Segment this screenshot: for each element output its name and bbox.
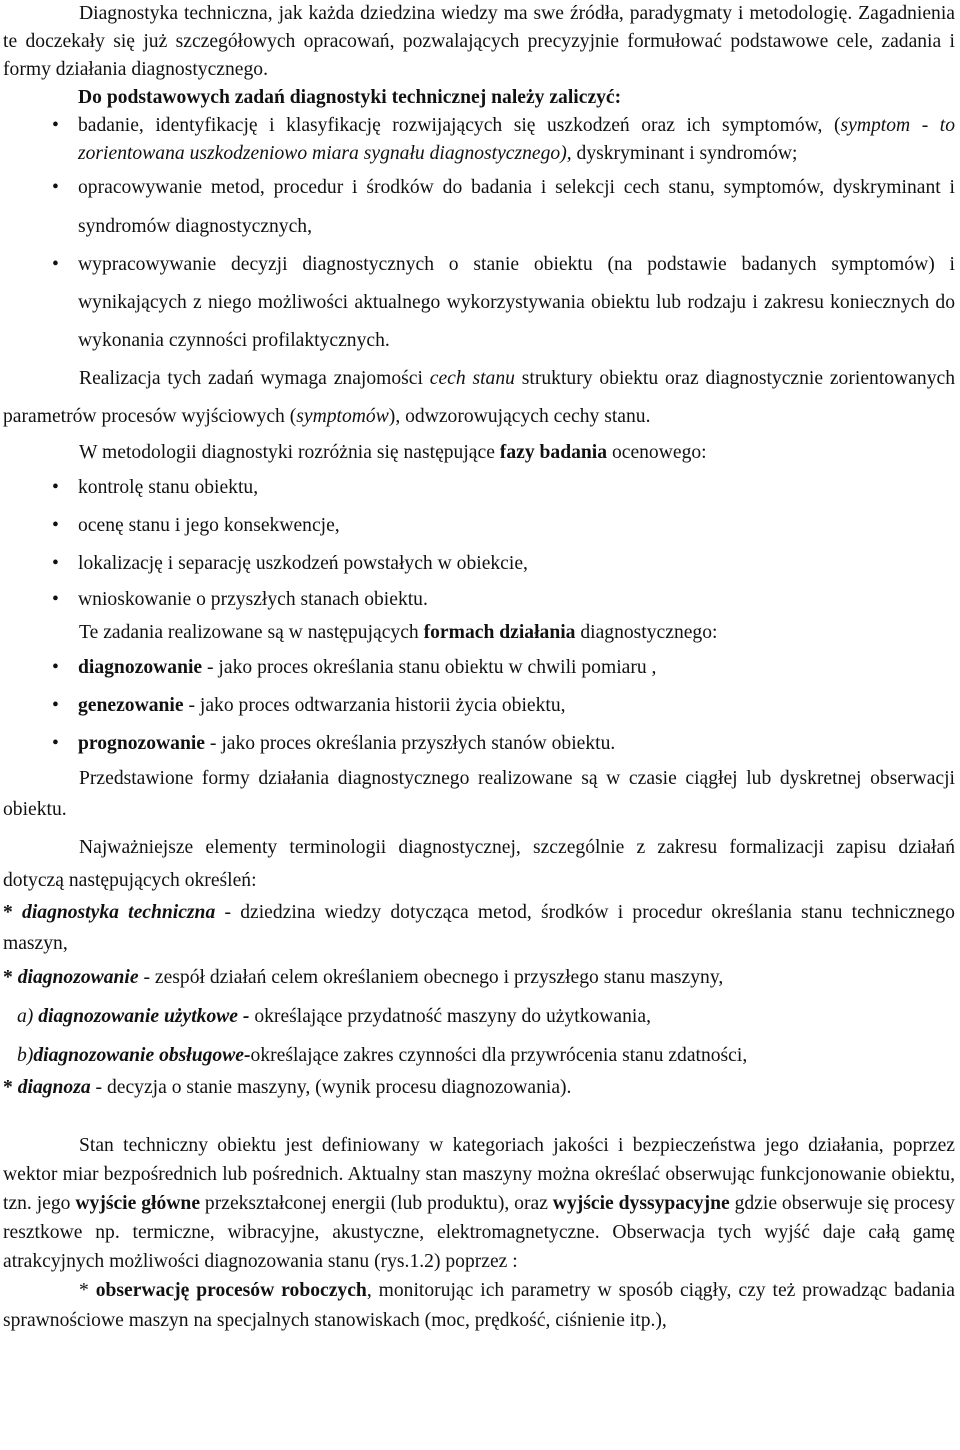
intro-text: Diagnostyka techniczna, jak każda dziedzina wiedzy ma swe źródła, paradygmaty i metodologię. Zagadnienia te doczekały się już szczegółowych opracowań, pozwalających precyzyjnie formułować podstawowe cele, zadania i formy działania diagnostycznego. (3, 3, 955, 80)
forms-list (0, 649, 960, 763)
intro-paragraph (3, 0, 955, 84)
term-diagnozowanie: * diagnozowanie - zespół działań celem określaniem obecnego i przyszłego stanu maszyny, (3, 967, 724, 988)
tasks-heading: Do podstawowych zadań diagnostyki technicznej należy zaliczyć: (78, 87, 622, 108)
term-diagnoza: * diagnoza - decyzja o stanie maszyny, (wynik procesu diagnozowania). (3, 1077, 572, 1098)
realization-paragraph: Realizacja tych zadań wymaga znajomości cech stanu struktury obiektu oraz diagnostycznie zorientowanych parametrów procesów wyjściowych (symptomów), odwzorowujących cechy stanu. (3, 368, 955, 427)
phases-paragraph: W metodologii diagnostyki rozróżnia się następujące fazy badania ocenowego: (79, 442, 707, 463)
bullet-icon: • (52, 254, 59, 275)
bullet-icon: • (52, 657, 59, 678)
spacer (0, 1101, 960, 1131)
list-item: • genezowanie - jako proces odtwarzania historii życia obiektu, (0, 687, 955, 725)
observation-paragraph: Przedstawione formy działania diagnostycznego realizowane są w czasie ciągłej lub dyskretnej obserwacji obiektu. (3, 768, 955, 820)
bullet-icon: • (52, 733, 59, 754)
list-item: • kontrolę stanu obiektu, (0, 469, 955, 507)
term-diagnostyka: * diagnostyka techniczna - dziedzina wiedzy dotycząca metod, środków i procedur określania stanu technicznego maszyn, (3, 902, 955, 954)
list-item: • prognozowanie - jako proces określania przyszłych stanów obiektu. (0, 725, 955, 763)
term-diagnozowanie-obslugowe: b)diagnozowanie obsługowe-określające zakres czynności dla przywrócenia stanu zdatności, (17, 1045, 748, 1066)
phases-list (0, 469, 960, 617)
terminology-intro: Najważniejsze elementy terminologii diagnostycznej, szczególnie z zakresu formalizacji zapisu działań dotyczą następujących określeń: (3, 837, 955, 891)
bullet-icon: • (52, 589, 59, 610)
list-item: • wnioskowanie o przyszłych stanach obiektu. (0, 583, 955, 617)
tasks-list (0, 112, 960, 360)
state-paragraph: Stan techniczny obiektu jest definiowany w kategoriach jakości i bezpieczeństwa jego działania, poprzez wektor miar bezpośrednich lub pośrednich. Aktualny stan maszyny można określać obserwując funkcjonowanie obiektu, tzn. jego wyjście główne przekształconej energii (lub produktu), oraz wyjście dyssypacyjne gdzie obserwuje się procesy resztkowe np. termiczne, wibracyjne, akustyczne, elektromagnetyczne. Obserwacja tych wyjść daje całą gamę atrakcyjnych możliwości diagnozowania stanu (rys.1.2) poprzez : (3, 1135, 955, 1272)
list-item: • badanie, identyfikację i klasyfikację rozwijających się uszkodzeń oraz ich symptomów, (symptom - to zorientowana uszkodzeniowo miara sygnału diagnostycznego), dyskryminant i syndromów; (0, 112, 955, 168)
list-item: • lokalizację i separację uszkodzeń powstałych w obiekcie, (0, 545, 955, 583)
bullet-icon: • (52, 477, 59, 498)
observation-methods-paragraph: * obserwację procesów roboczych, monitorując ich parametry w sposób ciągły, czy też prowadząc badania sprawnościowe maszyn na specjalnych stanowiskach (moc, prędkość, ciśnienie itp.), (3, 1280, 955, 1331)
list-item: • opracowywanie metod, procedur i środków do badania i selekcji cech stanu, symptomów, dyskryminant i syndromów diagnostycznych, (0, 168, 955, 246)
bullet-icon: • (52, 115, 59, 136)
forms-paragraph: Te zadania realizowane są w następujących formach działania diagnostycznego: (79, 622, 718, 643)
list-item: • diagnozowanie - jako proces określania stanu obiektu w chwili pomiaru , (0, 649, 955, 687)
bullet-icon: • (52, 695, 59, 716)
bullet-icon: • (52, 515, 59, 536)
bullet-icon: • (52, 553, 59, 574)
list-item: • ocenę stanu i jego konsekwencje, (0, 507, 955, 545)
list-item: • wypracowywanie decyzji diagnostycznych o stanie obiektu (na podstawie badanych symptomów) i wynikających z niego możliwości aktualnego wykorzystywania obiektu lub rodzaju i zakresu koniecznych do wykonania czynności profilaktycznych. (0, 246, 955, 360)
bullet-icon: • (52, 177, 59, 198)
term-diagnozowanie-uzytkowe: a) diagnozowanie użytkowe - określające przydatność maszyny do użytkowania, (17, 1006, 651, 1027)
